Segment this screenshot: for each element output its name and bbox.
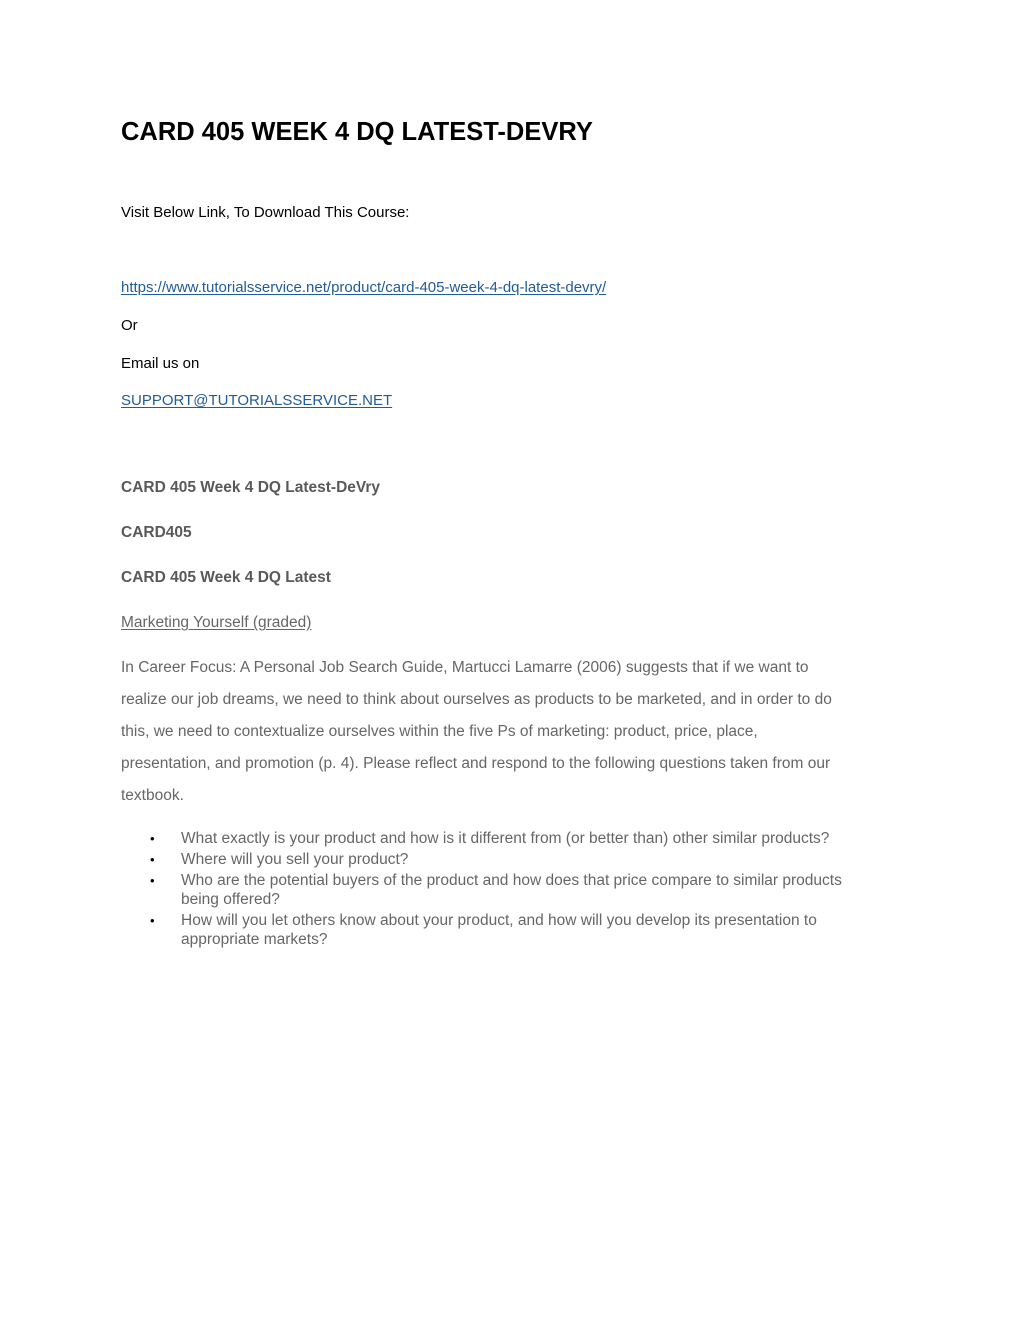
list-item bbox=[121, 850, 921, 869]
list-item-text: Who are the potential buyers of the product and how does that price compare to similar products bbox=[181, 872, 842, 889]
support-email-link[interactable]: SUPPORT@TUTORIALSSERVICE.NET bbox=[121, 392, 393, 409]
bullet-icon: • bbox=[150, 831, 155, 846]
bullet-icon: • bbox=[150, 852, 155, 867]
list-item-text: being offered? bbox=[181, 891, 280, 908]
paragraph-line: this, we need to contextualize ourselves within the five Ps of marketing: product, price, place, bbox=[121, 723, 758, 740]
page-title: CARD 405 WEEK 4 DQ LATEST-DEVRY bbox=[121, 118, 593, 146]
list-item-text: appropriate markets? bbox=[181, 931, 328, 948]
assignment-paragraph bbox=[121, 652, 901, 812]
section-heading-code: CARD405 bbox=[121, 524, 192, 541]
paragraph-line: presentation, and promotion (p. 4). Please reflect and respond to the following questions taken from our bbox=[121, 755, 831, 772]
paragraph-line: In Career Focus: A Personal Job Search Guide, Martucci Lamarre (2006) suggests that if we want to bbox=[121, 659, 809, 676]
assignment-subheading: Marketing Yourself (graded) bbox=[121, 614, 312, 631]
paragraph-line: textbook. bbox=[121, 787, 184, 804]
or-text: Or bbox=[121, 317, 138, 334]
bullet-icon: • bbox=[150, 913, 155, 928]
email-label: Email us on bbox=[121, 355, 200, 372]
list-item-text: How will you let others know about your product, and how will you develop its presentation to bbox=[181, 912, 817, 929]
list-item bbox=[121, 911, 921, 949]
bullet-icon: • bbox=[150, 873, 155, 888]
list-item bbox=[121, 871, 921, 909]
visit-instruction: Visit Below Link, To Download This Course: bbox=[121, 204, 410, 221]
list-item-text: Where will you sell your product? bbox=[181, 851, 409, 868]
list-item bbox=[121, 829, 921, 848]
download-link[interactable]: https://www.tutorialsservice.net/product/card-405-week-4-dq-latest-devry/ bbox=[121, 279, 607, 296]
section-heading-course: CARD 405 Week 4 DQ Latest-DeVry bbox=[121, 479, 381, 496]
section-heading-week: CARD 405 Week 4 DQ Latest bbox=[121, 569, 331, 586]
paragraph-line: realize our job dreams, we need to think about ourselves as products to be marketed, and in order to do bbox=[121, 691, 832, 708]
question-list bbox=[121, 829, 921, 951]
list-item-text: What exactly is your product and how is it different from (or better than) other similar products? bbox=[181, 830, 830, 847]
